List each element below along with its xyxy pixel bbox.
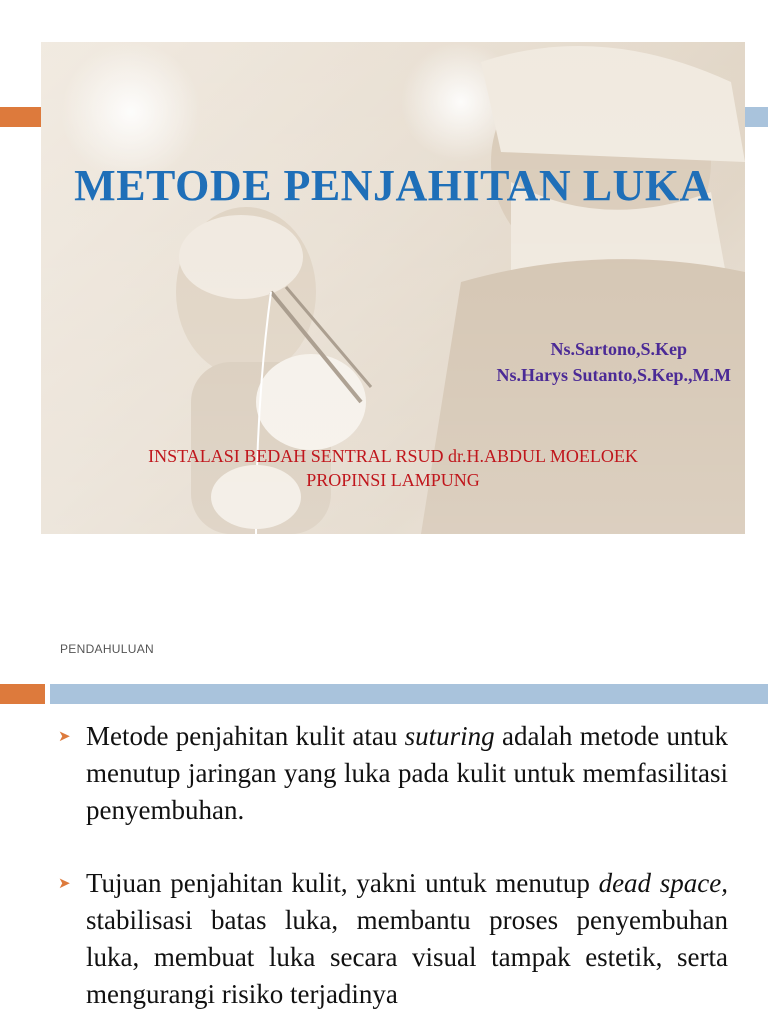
institution-line: INSTALASI BEDAH SENTRAL RSUD dr.H.ABDUL MOELOEK bbox=[148, 446, 638, 466]
bullet-text: stabilisasi batas luka, membantu proses penyembuhan luka, membuat luka secara visual tampak estetik, serta mengurangi risiko terjadinya bbox=[86, 905, 728, 1009]
author-name: Ns.Harys Sutanto,S.Kep.,M.M bbox=[496, 365, 731, 385]
bullet-text: Tujuan penjahitan kulit, yakni untuk menutup bbox=[86, 868, 599, 898]
bullet-text: Metode penjahitan kulit atau bbox=[86, 721, 405, 751]
bullet-italic-text: dead space, bbox=[598, 868, 728, 898]
list-item bbox=[58, 718, 728, 829]
bullet-text: adalah metode untuk menutup jaringan yang luka pada kulit untuk memfasilitasi penyembuhan. bbox=[86, 721, 728, 825]
content-slide bbox=[0, 594, 768, 1024]
slide-title: METODE PENJAHITAN LUKA bbox=[74, 161, 712, 210]
slide-header: PENDAHULUAN bbox=[60, 642, 154, 656]
orange-accent-bar bbox=[0, 684, 45, 704]
bullet-italic-text: suturing bbox=[404, 721, 495, 751]
blue-accent-bar bbox=[50, 684, 768, 704]
chevron-right-icon: ➤ bbox=[58, 874, 71, 892]
institution-name bbox=[41, 444, 745, 492]
institution-line: PROPINSI LAMPUNG bbox=[306, 470, 480, 490]
author-name: Ns.Sartono,S.Kep bbox=[550, 339, 687, 359]
surgeons-background-photo bbox=[41, 42, 745, 534]
list-item bbox=[58, 865, 728, 1013]
blue-accent-bar bbox=[745, 107, 768, 127]
orange-accent-bar bbox=[0, 107, 41, 127]
bullet-list bbox=[58, 718, 728, 1024]
author-list bbox=[496, 336, 731, 388]
chevron-right-icon: ➤ bbox=[58, 727, 71, 745]
